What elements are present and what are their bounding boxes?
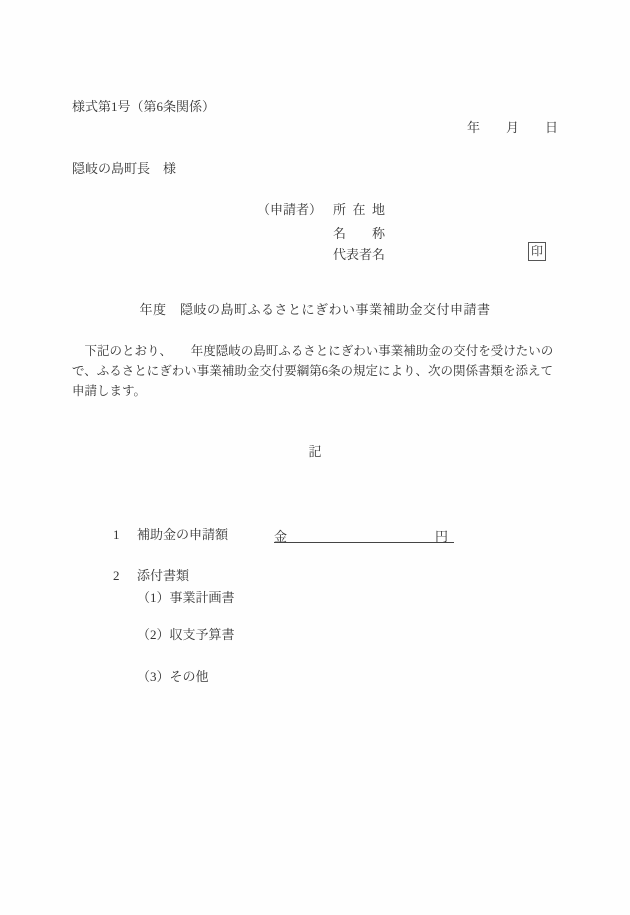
application-body-paragraph	[72, 341, 572, 401]
body-text-line: 申請します。	[72, 384, 147, 398]
attachment-item-budget: （2）収支予算書	[137, 627, 235, 642]
document-title: 年度 隠岐の島町ふるさとにぎわい事業補助金交付申請書	[139, 302, 491, 317]
amount-yen-suffix: 円	[434, 529, 448, 544]
body-text-line: で、ふるさとにぎわい事業補助金交付要綱第6条の規定により、次の関係書類を添えて	[72, 364, 554, 378]
applicant-section-label: （申請者）	[257, 202, 323, 217]
ki-notation-heading: 記	[308, 444, 322, 459]
attachment-item-other: （3）その他	[137, 669, 209, 684]
addressee-line: 隠岐の島町長 様	[72, 161, 177, 176]
amount-currency-prefix: 金	[274, 529, 288, 544]
subsidy-amount-blank-field	[274, 526, 454, 543]
issue-date-line: 年 月 日	[467, 120, 559, 135]
form-number: 様式第1号（第6条関係）	[72, 99, 216, 114]
applicant-address-label: 所 在 地	[333, 202, 386, 217]
attachment-item-business-plan: （1）事業計画書	[137, 590, 235, 605]
seal-box	[528, 242, 546, 261]
subsidy-amount-label: 補助金の申請額	[137, 527, 229, 542]
attached-documents-item-number: 2	[113, 568, 120, 583]
applicant-representative-label: 代表者名	[333, 247, 386, 262]
applicant-name-label: 名 称	[333, 226, 386, 241]
seal-character: 印	[531, 244, 544, 258]
body-text-line: 下記のとおり、 年度隠岐の島町ふるさとにぎわい事業補助金の交付を受けたいの	[72, 344, 554, 358]
subsidy-amount-item-number: 1	[113, 527, 120, 542]
attached-documents-label: 添付書類	[137, 568, 190, 583]
